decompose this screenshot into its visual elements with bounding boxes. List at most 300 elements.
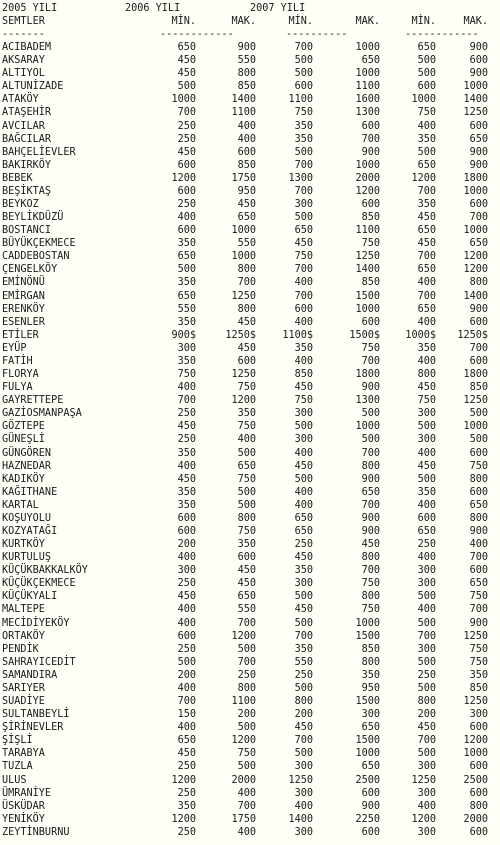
district-name: BAĞCILAR: [2, 133, 52, 145]
max-2007-value: 600: [469, 355, 488, 367]
max-2006-value: 1200: [355, 185, 380, 197]
max-2006-value: 1000: [355, 617, 380, 629]
max-2007-value: 600: [469, 826, 488, 838]
district-name: ERENKÖY: [2, 303, 45, 315]
max-2006-value: 900: [361, 382, 380, 394]
max-2005-value: 200: [237, 709, 256, 721]
min-2005-value: 350: [177, 486, 196, 498]
table-row: [0, 551, 500, 564]
min-2005-value: 500: [177, 81, 196, 93]
min-2005-value: 450: [177, 146, 196, 158]
max-2007-value: 1800: [463, 172, 488, 184]
min-2006-value: 850: [294, 369, 313, 380]
min-2007-value: 650: [417, 225, 436, 237]
table-row: [0, 185, 500, 198]
max-2006-header: MAK.: [355, 16, 380, 27]
min-2007-value: 500: [417, 473, 436, 485]
max-2005-value: 600: [237, 146, 256, 158]
max-2006-value: 1000: [355, 42, 380, 53]
min-2007-value: 400: [417, 800, 436, 812]
header-separator: [0, 28, 500, 41]
min-2006-value: 450: [294, 382, 313, 394]
max-2007-value: 900: [469, 303, 488, 315]
district-name: ORTAKÖY: [2, 630, 45, 642]
max-2006-value: 1500$: [349, 329, 380, 341]
max-2005-value: 750: [237, 382, 256, 394]
min-2005-value: 400: [177, 212, 196, 223]
max-2007-value: 1200: [463, 264, 488, 276]
min-2006-value: 750: [294, 251, 313, 263]
district-name: ESENLER: [2, 316, 45, 328]
max-2007-value: 400: [469, 539, 488, 550]
max-2007-value: 1000: [463, 81, 488, 93]
min-2007-value: 650: [417, 526, 436, 537]
table-row: [0, 67, 500, 80]
max-2005-value: 500: [237, 643, 256, 655]
max-2006-value: 1000: [355, 421, 380, 433]
table-row: [0, 577, 500, 590]
min-2006-value: 350: [294, 120, 313, 132]
district-name: GAZİOSMANPAŞA: [2, 408, 82, 420]
min-2005-value: 1200: [171, 774, 196, 786]
min-2005-value: 250: [177, 643, 196, 655]
min-2007-value: 500: [417, 617, 436, 629]
min-2007-value: 650: [417, 303, 436, 315]
max-2005-value: 750: [237, 748, 256, 760]
district-name: EYÜP: [2, 342, 27, 354]
max-2007-value: 700: [469, 212, 488, 223]
district-name: SAMANDIRA: [2, 669, 58, 681]
min-2006-value: 300: [294, 761, 313, 773]
min-2007-value: 450: [417, 238, 436, 250]
district-name: ÜSKÜDAR: [2, 800, 45, 812]
max-2006-value: 700: [361, 565, 380, 577]
min-2007-value: 1000: [411, 94, 436, 106]
min-2007-value: 450: [417, 212, 436, 223]
district-name: SAHRAYICEDİT: [2, 656, 76, 668]
max-2007-value: 800: [469, 512, 488, 524]
max-2007-value: 1400: [463, 290, 488, 302]
district-name: EMİRGAN: [2, 290, 45, 302]
min-2007-value: 300: [417, 826, 436, 838]
min-2006-value: 650: [294, 526, 313, 537]
max-2006-value: 900: [361, 526, 380, 537]
table-row: [0, 211, 500, 224]
min-2007-value: 800: [417, 369, 436, 380]
max-2005-value: 450: [237, 342, 256, 354]
max-2005-value: 800: [237, 512, 256, 524]
max-2005-value: 750: [237, 421, 256, 433]
min-2007-value: 800: [417, 696, 436, 707]
district-name: ETİLER: [2, 329, 39, 341]
district-name: ACIBADEM: [2, 42, 52, 53]
max-2006-value: 1000: [355, 68, 380, 80]
min-2005-value: 1200: [171, 172, 196, 184]
min-2006-value: 250: [294, 669, 313, 681]
table-row: [0, 656, 500, 669]
min-2006-value: 550: [294, 656, 313, 668]
min-2005-value: 250: [177, 826, 196, 838]
max-2007-value: 600: [469, 486, 488, 498]
min-2005-value: 400: [177, 604, 196, 616]
min-2005-value: 350: [177, 499, 196, 511]
table-row: [0, 394, 500, 407]
table-row: [0, 760, 500, 773]
min-2005-value: 1000: [171, 94, 196, 106]
min-2007-value: 500: [417, 656, 436, 668]
max-2006-value: 600: [361, 316, 380, 328]
max-2007-value: 750: [469, 656, 488, 668]
district-column-header: SEMTLER: [2, 16, 45, 27]
max-2007-value: 900: [469, 68, 488, 80]
min-2006-value: 400: [294, 277, 313, 289]
min-2007-value: 400: [417, 120, 436, 132]
min-2005-value: 400: [177, 552, 196, 564]
max-2007-value: 600: [469, 447, 488, 459]
district-name: ÜMRANİYE: [2, 787, 52, 799]
district-name: ALTUNİZADE: [2, 81, 64, 93]
max-2005-value: 400: [237, 133, 256, 145]
max-2006-value: 750: [361, 604, 380, 616]
table-row: [0, 787, 500, 800]
max-2007-value: 600: [469, 787, 488, 799]
max-2005-value: 700: [237, 617, 256, 629]
max-2006-value: 500: [361, 434, 380, 446]
max-2006-value: 1600: [355, 94, 380, 106]
table-row: [0, 237, 500, 250]
min-2006-value: 400: [294, 486, 313, 498]
max-2007-value: 700: [469, 552, 488, 564]
max-2006-value: 800: [361, 591, 380, 603]
max-2005-value: 600: [237, 552, 256, 564]
max-2006-value: 850: [361, 277, 380, 289]
table-row: [0, 460, 500, 473]
table-row: [0, 708, 500, 721]
max-2006-value: 750: [361, 238, 380, 250]
year-2006-label: 2006 YILI: [125, 3, 181, 14]
table-row: [0, 774, 500, 787]
max-2005-value: 650: [237, 591, 256, 603]
max-2005-value: 600: [237, 355, 256, 367]
district-name: ZEYTİNBURNU: [2, 826, 70, 838]
min-2006-value: 500: [294, 68, 313, 80]
max-2005-value: 550: [237, 238, 256, 250]
table-row: [0, 133, 500, 146]
min-2006-value: 700: [294, 630, 313, 642]
table-row: [0, 603, 500, 616]
district-name: BOSTANCI: [2, 225, 52, 237]
min-2006-header: MİN.: [288, 16, 313, 27]
min-2006-value: 200: [294, 709, 313, 721]
max-2006-value: 1000: [355, 303, 380, 315]
min-2005-value: 450: [177, 68, 196, 80]
min-2005-value: 400: [177, 382, 196, 394]
max-2005-value: 1250: [231, 369, 256, 380]
district-name: GAYRETTEPE: [2, 395, 64, 407]
min-2007-value: 650: [417, 264, 436, 276]
table-row: [0, 721, 500, 734]
min-2006-value: 300: [294, 434, 313, 446]
table-row: [0, 276, 500, 289]
max-2005-value: 450: [237, 316, 256, 328]
table-row: [0, 590, 500, 603]
max-2007-value: 1250: [463, 107, 488, 119]
district-name: CADDEBOSTAN: [2, 251, 70, 263]
max-2007-value: 700: [469, 604, 488, 616]
min-2006-value: 700: [294, 42, 313, 53]
table-row: [0, 682, 500, 695]
max-2006-value: 650: [361, 486, 380, 498]
min-2007-value: 500: [417, 68, 436, 80]
table-row: [0, 120, 500, 133]
max-2005-value: 1100: [231, 107, 256, 119]
min-2006-value: 350: [294, 342, 313, 354]
min-2006-value: 500: [294, 473, 313, 485]
max-2006-value: 900: [361, 512, 380, 524]
max-2007-value: 750: [469, 460, 488, 472]
min-2007-value: 750: [417, 395, 436, 407]
district-name: BEBEK: [2, 172, 33, 184]
table-row: [0, 499, 500, 512]
district-name: BAKIRKÖY: [2, 159, 52, 171]
min-2007-value: 1250: [411, 774, 436, 786]
district-name: MALTEPE: [2, 604, 45, 616]
max-2006-value: 700: [361, 499, 380, 511]
min-2007-value: 450: [417, 382, 436, 394]
table-row: [0, 525, 500, 538]
table-row: [0, 420, 500, 433]
max-2006-value: 1300: [355, 107, 380, 119]
max-2007-value: 600: [469, 120, 488, 132]
max-2006-value: 750: [361, 578, 380, 590]
max-2007-value: 1000: [463, 748, 488, 760]
max-2006-value: 1000: [355, 159, 380, 171]
max-2005-value: 2000: [231, 774, 256, 786]
table-row: [0, 80, 500, 93]
min-2005-value: 450: [177, 748, 196, 760]
min-2006-value: 450: [294, 238, 313, 250]
min-2005-value: 650: [177, 735, 196, 747]
min-2007-value: 250: [417, 669, 436, 681]
min-2007-value: 400: [417, 499, 436, 511]
district-name: GÖZTEPE: [2, 421, 45, 433]
max-2005-value: 700: [237, 800, 256, 812]
table-row: [0, 643, 500, 656]
min-2006-value: 450: [294, 460, 313, 472]
min-2007-value: 500: [417, 146, 436, 158]
min-2005-value: 250: [177, 434, 196, 446]
max-2005-value: 500: [237, 722, 256, 734]
max-2006-value: 600: [361, 120, 380, 132]
min-2007-value: 350: [417, 486, 436, 498]
district-name: BEŞİKTAŞ: [2, 185, 52, 197]
district-name: KARTAL: [2, 499, 39, 511]
min-2007-value: 1200: [411, 172, 436, 184]
district-name: MECİDİYEKÖY: [2, 617, 70, 629]
min-2007-value: 400: [417, 447, 436, 459]
min-2007-value: 400: [417, 552, 436, 564]
max-2006-value: 950: [361, 682, 380, 694]
min-2007-value: 750: [417, 107, 436, 119]
min-2005-value: 400: [177, 460, 196, 472]
district-name: TUZLA: [2, 761, 33, 773]
district-name: GÜNEŞLİ: [2, 434, 45, 446]
max-2007-value: 1800: [463, 369, 488, 380]
district-name: KURTULUŞ: [2, 552, 52, 564]
min-2006-value: 250: [294, 539, 313, 550]
min-2007-value: 500: [417, 682, 436, 694]
min-2007-value: 200: [417, 709, 436, 721]
min-2006-value: 450: [294, 552, 313, 564]
max-2005-value: 650: [237, 460, 256, 472]
table-row: [0, 355, 500, 368]
max-2005-value: 900: [237, 42, 256, 53]
max-2007-value: 1000: [463, 185, 488, 197]
table-row: [0, 617, 500, 630]
table-row: [0, 54, 500, 67]
max-2005-value: 850: [237, 81, 256, 93]
min-2006-value: 400: [294, 800, 313, 812]
max-2006-value: 900: [361, 473, 380, 485]
max-2007-value: 600: [469, 316, 488, 328]
table-row: [0, 669, 500, 682]
table-row: [0, 198, 500, 211]
min-2006-value: 750: [294, 395, 313, 407]
group-2007-separator: ------------: [405, 29, 479, 40]
max-2006-value: 850: [361, 643, 380, 655]
min-2006-value: 1100: [288, 94, 313, 106]
max-2005-value: 450: [237, 578, 256, 590]
table-row: [0, 290, 500, 303]
min-2006-value: 600: [294, 81, 313, 93]
max-2006-value: 900: [361, 146, 380, 158]
table-row: [0, 695, 500, 708]
min-2006-value: 500: [294, 682, 313, 694]
min-2007-value: 700: [417, 630, 436, 642]
district-name: EMİNÖNÜ: [2, 277, 45, 289]
min-2007-value: 300: [417, 565, 436, 577]
min-2007-value: 1200: [411, 813, 436, 825]
max-2006-value: 600: [361, 826, 380, 838]
max-2007-value: 650: [469, 133, 488, 145]
min-2007-value: 300: [417, 787, 436, 799]
max-2006-value: 600: [361, 199, 380, 210]
min-2006-value: 650: [294, 512, 313, 524]
year-header-row: [0, 2, 500, 15]
max-2007-value: 1250$: [457, 329, 488, 341]
min-2005-value: 250: [177, 761, 196, 773]
district-separator: -------: [2, 29, 45, 40]
district-name: BEYKOZ: [2, 199, 39, 210]
min-2007-value: 700: [417, 185, 436, 197]
min-2006-value: 400: [294, 447, 313, 459]
min-2007-value: 600: [417, 512, 436, 524]
min-2005-value: 700: [177, 395, 196, 407]
min-2007-value: 600: [417, 81, 436, 93]
min-2006-value: 350: [294, 133, 313, 145]
max-2006-value: 850: [361, 212, 380, 223]
max-2005-value: 500: [237, 499, 256, 511]
table-row: [0, 250, 500, 263]
district-name: FLORYA: [2, 369, 39, 380]
district-name: SUADİYE: [2, 696, 45, 707]
min-2005-value: 250: [177, 120, 196, 132]
max-2005-value: 500: [237, 486, 256, 498]
max-2006-value: 700: [361, 447, 380, 459]
min-2005-value: 600: [177, 159, 196, 171]
district-name: ÇENGELKÖY: [2, 264, 58, 276]
max-2007-value: 350: [469, 669, 488, 681]
min-2006-value: 500: [294, 591, 313, 603]
min-2007-value: 400: [417, 355, 436, 367]
max-2005-value: 950: [237, 185, 256, 197]
min-2005-value: 350: [177, 316, 196, 328]
min-2005-value: 450: [177, 591, 196, 603]
max-2005-value: 800: [237, 303, 256, 315]
table-row: [0, 407, 500, 420]
max-2005-value: 1250: [231, 290, 256, 302]
min-2007-value: 300: [417, 434, 436, 446]
max-2007-value: 500: [469, 408, 488, 420]
max-2007-value: 850: [469, 382, 488, 394]
table-row: [0, 630, 500, 643]
min-2005-value: 600: [177, 512, 196, 524]
min-2006-value: 500: [294, 421, 313, 433]
year-2005-label: 2005 YILI: [2, 3, 58, 14]
min-2005-value: 400: [177, 722, 196, 734]
min-2006-value: 650: [294, 225, 313, 237]
min-2007-value: 500: [417, 748, 436, 760]
max-2005-header: MAK.: [231, 16, 256, 27]
min-2005-value: 250: [177, 408, 196, 420]
max-2007-value: 1250: [463, 395, 488, 407]
min-2006-value: 500: [294, 748, 313, 760]
max-2006-value: 900: [361, 800, 380, 812]
max-2005-value: 250: [237, 669, 256, 681]
min-2006-value: 300: [294, 787, 313, 799]
min-2005-value: 450: [177, 421, 196, 433]
min-2005-value: 250: [177, 787, 196, 799]
max-2005-value: 1100: [231, 696, 256, 707]
district-name: ULUS: [2, 774, 27, 786]
table-row: [0, 747, 500, 760]
table-row: [0, 447, 500, 460]
max-2007-value: 900: [469, 146, 488, 158]
min-2005-value: 250: [177, 199, 196, 210]
max-2005-value: 850: [237, 159, 256, 171]
district-name: SARIYER: [2, 682, 45, 694]
max-2005-value: 500: [237, 761, 256, 773]
district-name: KOŞUYOLU: [2, 512, 52, 524]
table-row: [0, 263, 500, 276]
max-2006-value: 1250: [355, 251, 380, 263]
min-2007-value: 300: [417, 761, 436, 773]
district-name: ATAŞEHİR: [2, 107, 52, 119]
max-2005-value: 1200: [231, 630, 256, 642]
max-2005-value: 450: [237, 199, 256, 210]
min-2005-value: 600: [177, 630, 196, 642]
table-row: [0, 329, 500, 342]
max-2006-value: 1800: [355, 369, 380, 380]
district-name: AKSARAY: [2, 55, 45, 67]
max-2006-value: 500: [361, 408, 380, 420]
min-2007-value: 450: [417, 460, 436, 472]
max-2007-value: 900: [469, 159, 488, 171]
district-name: ALTIYOL: [2, 68, 45, 80]
max-2007-value: 900: [469, 617, 488, 629]
min-2007-value: 500: [417, 421, 436, 433]
min-2005-value: 750: [177, 369, 196, 380]
